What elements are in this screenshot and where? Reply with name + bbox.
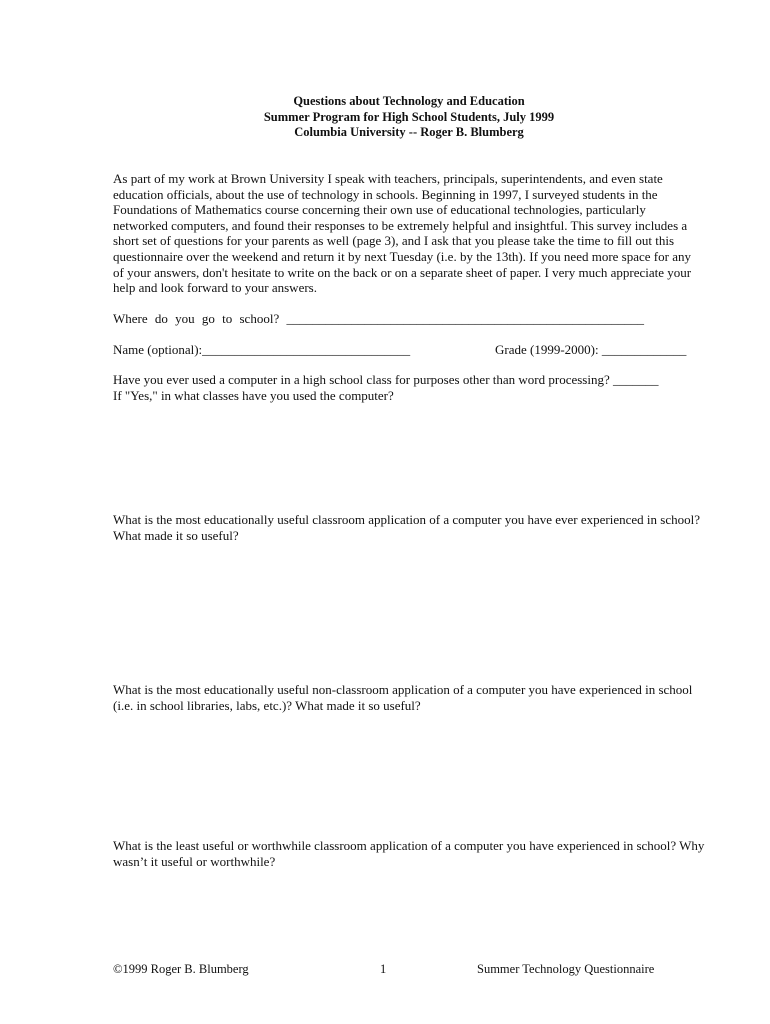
question-computer-use-text: Have you ever used a computer in a high school class for purposes other than word processing? xyxy=(113,372,610,387)
grade-label: Grade (1999-2000): xyxy=(495,342,599,357)
name-blank[interactable]: ________________________________ xyxy=(202,342,411,357)
question-computer-use xyxy=(113,372,659,388)
header-program: Summer Program for High School Students, July 1999 xyxy=(263,109,555,124)
question-classes: If "Yes," in what classes have you used the computer? xyxy=(113,388,394,403)
grade-blank[interactable]: _____________ xyxy=(601,342,687,357)
header-author: Columbia University -- Roger B. Blumberg xyxy=(294,125,524,139)
computer-use-blank[interactable]: _______ xyxy=(613,372,659,387)
name-label: Name (optional): xyxy=(113,342,203,357)
document-header xyxy=(0,94,770,141)
footer-page-number: 1 xyxy=(380,962,387,976)
name-field[interactable] xyxy=(113,342,410,358)
question-useful-nonclassroom: What is the most educationally useful non-classroom application of a computer you have experienced in school (i.e. in school libraries, labs, etc.)? What made it so useful? xyxy=(113,682,693,713)
intro-paragraph: As part of my work at Brown University I speak with teachers, principals, superintendents, and even state education officials, about the use of technology in schools. Beginning in 1997, I surveyed students in the Foundations of Mathematics course concerning their own use of educational technologies, particularly networked computers, and found their responses to be extremely helpful and insightful. This survey includes a short set of questions for your parents as well (page 3), and I ask that you please take the time to fill out this questionnaire over the weekend and return it by next Tuesday (i.e. by the 13th). If you need more space for any of your answers, don't hesitate to write on the back or on a separate sheet of paper. I very much appreciate your help and look forward to your answers. xyxy=(113,171,692,296)
question-least-useful: What is the least useful or worthwhile classroom application of a computer you have experienced in school? Why wasn’t it useful or worthwhile? xyxy=(113,838,705,869)
grade-field[interactable] xyxy=(495,342,686,358)
school-field[interactable] xyxy=(113,311,644,327)
question-useful-classroom: What is the most educationally useful classroom application of a computer you have ever experienced in school? What made it so useful? xyxy=(113,512,700,543)
school-label: Where do you go to school? xyxy=(113,311,280,326)
school-blank[interactable]: _______________________________________________________ xyxy=(286,311,644,326)
footer-copyright: ©1999 Roger B. Blumberg xyxy=(113,962,249,976)
footer-doc-title: Summer Technology Questionnaire xyxy=(477,962,655,976)
header-title: Questions about Technology and Education xyxy=(293,94,525,108)
